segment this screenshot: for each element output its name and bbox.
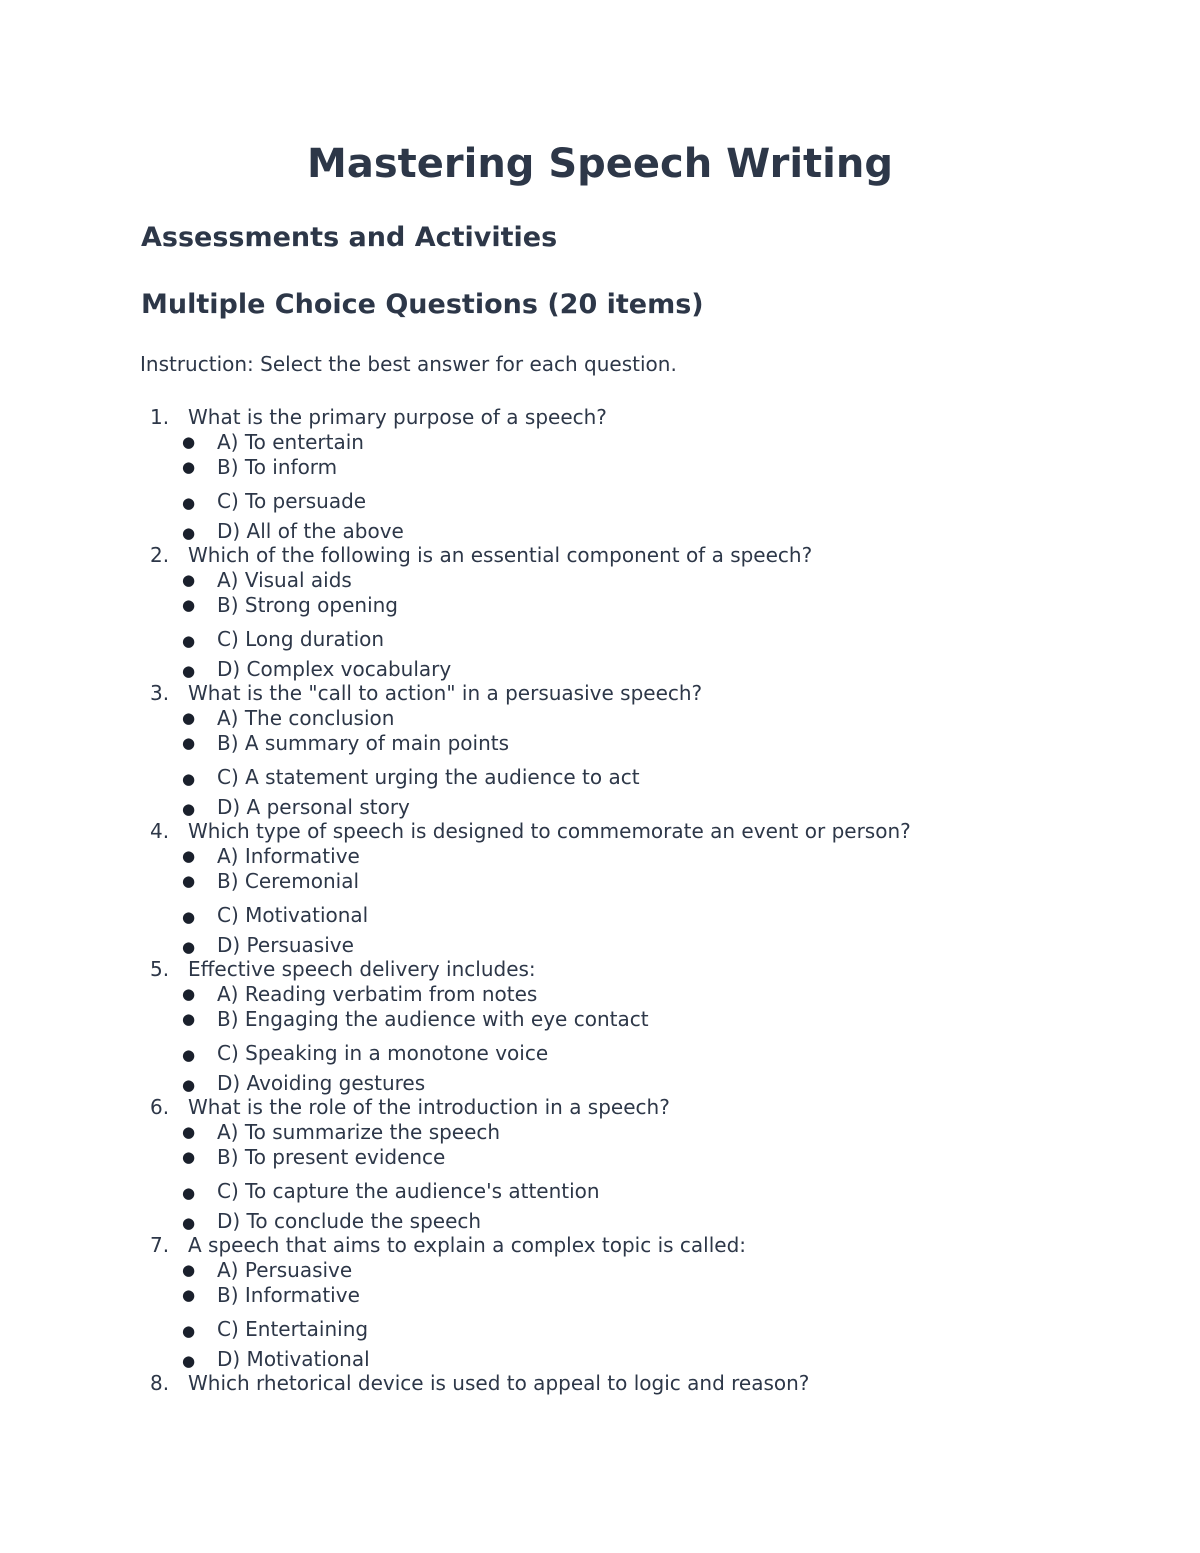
bullet-icon: ● xyxy=(182,1148,196,1166)
answer-options xyxy=(0,1258,1200,1370)
section-heading: Assessments and Activities xyxy=(141,222,558,253)
question-item xyxy=(0,1370,1200,1396)
question-number: 1. xyxy=(150,405,170,429)
answer-option xyxy=(0,731,1200,762)
answer-option-text: A) To summarize the speech xyxy=(217,1120,501,1144)
multiple-choice-heading: Multiple Choice Questions (20 items) xyxy=(141,289,704,320)
question-item xyxy=(0,956,1200,1094)
answer-option xyxy=(0,793,1200,818)
answer-option xyxy=(0,1314,1200,1345)
answer-option-text: B) Informative xyxy=(217,1283,360,1307)
bullet-icon: ● xyxy=(182,1010,196,1028)
question-item xyxy=(0,542,1200,680)
answer-option xyxy=(0,1345,1200,1370)
question-text: What is the primary purpose of a speech? xyxy=(188,405,607,429)
question-text: A speech that aims to explain a complex topic is called: xyxy=(188,1233,747,1257)
question-item xyxy=(0,1232,1200,1370)
answer-option-text: D) Complex vocabulary xyxy=(217,657,452,681)
bullet-icon: ● xyxy=(182,632,196,650)
answer-option xyxy=(0,624,1200,655)
question-number: 2. xyxy=(150,543,170,567)
answer-option xyxy=(0,1258,1200,1283)
bullet-icon: ● xyxy=(182,847,196,865)
answer-option xyxy=(0,593,1200,624)
answer-option-text: B) Ceremonial xyxy=(217,869,360,893)
question-text: Effective speech delivery includes: xyxy=(188,957,536,981)
bullet-icon: ● xyxy=(182,1046,196,1064)
answer-option xyxy=(0,568,1200,593)
answer-option xyxy=(0,869,1200,900)
answer-options xyxy=(0,982,1200,1094)
answer-option xyxy=(0,517,1200,542)
answer-option xyxy=(0,1120,1200,1145)
answer-option-text: D) A personal story xyxy=(217,795,410,819)
question-text: Which rhetorical device is used to appeal to logic and reason? xyxy=(188,1371,810,1395)
answer-option-text: C) A statement urging the audience to act xyxy=(217,765,640,789)
question-number: 4. xyxy=(150,819,170,843)
answer-option xyxy=(0,430,1200,455)
answer-option-text: B) A summary of main points xyxy=(217,731,510,755)
answer-options xyxy=(0,844,1200,956)
answer-option-text: D) Motivational xyxy=(217,1347,370,1371)
answer-option xyxy=(0,1283,1200,1314)
question-text: Which of the following is an essential component of a speech? xyxy=(188,543,813,567)
bullet-icon: ● xyxy=(182,985,196,1003)
answer-options xyxy=(0,430,1200,542)
question-item xyxy=(0,818,1200,956)
question-number: 3. xyxy=(150,681,170,705)
answer-option xyxy=(0,486,1200,517)
answer-option-text: C) Speaking in a monotone voice xyxy=(217,1041,549,1065)
answer-option xyxy=(0,1007,1200,1038)
answer-options xyxy=(0,568,1200,680)
question-item xyxy=(0,680,1200,818)
answer-option-text: B) Strong opening xyxy=(217,593,399,617)
bullet-icon: ● xyxy=(182,524,196,542)
bullet-icon: ● xyxy=(182,458,196,476)
instruction-text: Instruction: Select the best answer for each question. xyxy=(140,352,677,376)
bullet-icon: ● xyxy=(182,709,196,727)
answer-option xyxy=(0,762,1200,793)
question-list xyxy=(0,404,1200,1396)
answer-option xyxy=(0,655,1200,680)
answer-option-text: D) All of the above xyxy=(217,519,404,543)
answer-option xyxy=(0,931,1200,956)
answer-option xyxy=(0,1207,1200,1232)
question-text: Which type of speech is designed to commemorate an event or person? xyxy=(188,819,911,843)
answer-options xyxy=(0,1120,1200,1232)
answer-option xyxy=(0,455,1200,486)
answer-option-text: C) Entertaining xyxy=(217,1317,369,1341)
question-number: 5. xyxy=(150,957,170,981)
answer-option-text: C) To capture the audience's attention xyxy=(217,1179,600,1203)
answer-option xyxy=(0,1176,1200,1207)
answer-option-text: D) Avoiding gestures xyxy=(217,1071,426,1095)
question-number: 6. xyxy=(150,1095,170,1119)
bullet-icon: ● xyxy=(182,1286,196,1304)
bullet-icon: ● xyxy=(182,1123,196,1141)
bullet-icon: ● xyxy=(182,1352,196,1370)
question-item xyxy=(0,404,1200,542)
answer-option xyxy=(0,1038,1200,1069)
answer-option-text: D) Persuasive xyxy=(217,933,354,957)
bullet-icon: ● xyxy=(182,494,196,512)
bullet-icon: ● xyxy=(182,1076,196,1094)
answer-option-text: A) Persuasive xyxy=(217,1258,353,1282)
answer-option-text: C) To persuade xyxy=(217,489,367,513)
bullet-icon: ● xyxy=(182,800,196,818)
bullet-icon: ● xyxy=(182,1261,196,1279)
bullet-icon: ● xyxy=(182,908,196,926)
bullet-icon: ● xyxy=(182,1322,196,1340)
answer-option-text: C) Motivational xyxy=(217,903,369,927)
bullet-icon: ● xyxy=(182,734,196,752)
question-number: 7. xyxy=(150,1233,170,1257)
bullet-icon: ● xyxy=(182,938,196,956)
answer-option xyxy=(0,900,1200,931)
answer-option-text: D) To conclude the speech xyxy=(217,1209,482,1233)
bullet-icon: ● xyxy=(182,770,196,788)
bullet-icon: ● xyxy=(182,1184,196,1202)
answer-option-text: A) Informative xyxy=(217,844,360,868)
bullet-icon: ● xyxy=(182,596,196,614)
answer-option-text: B) To inform xyxy=(217,455,338,479)
answer-option-text: A) Visual aids xyxy=(217,568,352,592)
answer-option xyxy=(0,706,1200,731)
answer-option-text: A) Reading verbatim from notes xyxy=(217,982,538,1006)
question-text: What is the role of the introduction in a speech? xyxy=(188,1095,670,1119)
answer-option-text: A) The conclusion xyxy=(217,706,395,730)
bullet-icon: ● xyxy=(182,433,196,451)
answer-option-text: C) Long duration xyxy=(217,627,385,651)
answer-option-text: B) To present evidence xyxy=(217,1145,446,1169)
question-number: 8. xyxy=(150,1371,170,1395)
answer-option xyxy=(0,844,1200,869)
answer-option-text: A) To entertain xyxy=(217,430,364,454)
answer-option-text: B) Engaging the audience with eye contact xyxy=(217,1007,649,1031)
document-title: Mastering Speech Writing xyxy=(307,141,893,187)
bullet-icon: ● xyxy=(182,872,196,890)
question-text: What is the "call to action" in a persuasive speech? xyxy=(188,681,703,705)
answer-option xyxy=(0,1069,1200,1094)
answer-option xyxy=(0,982,1200,1007)
bullet-icon: ● xyxy=(182,571,196,589)
bullet-icon: ● xyxy=(182,662,196,680)
question-item xyxy=(0,1094,1200,1232)
bullet-icon: ● xyxy=(182,1214,196,1232)
answer-option xyxy=(0,1145,1200,1176)
answer-options xyxy=(0,706,1200,818)
